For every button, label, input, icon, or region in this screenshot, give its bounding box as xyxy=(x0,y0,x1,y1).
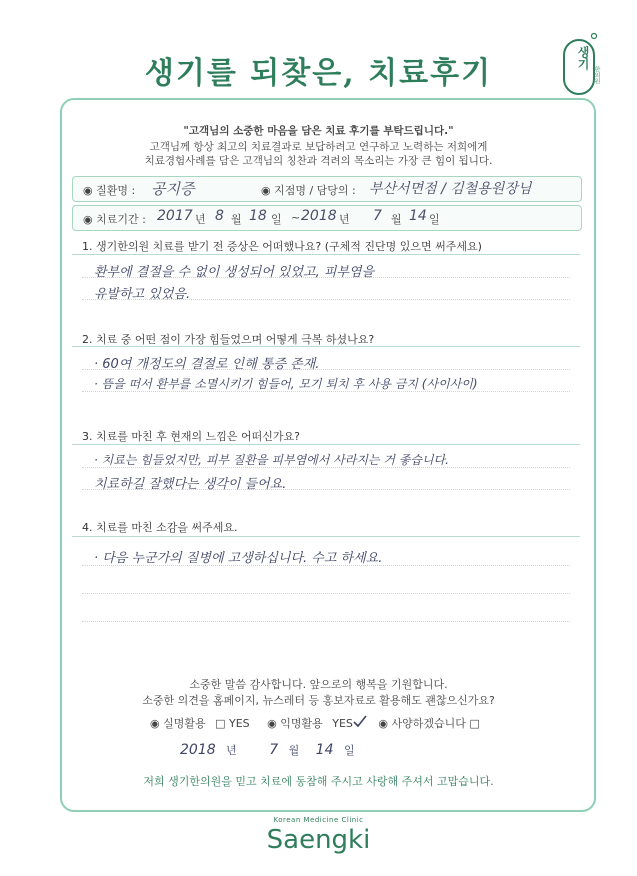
question-4: 4. 치료를 마친 소감을 써주세요. xyxy=(82,521,238,534)
answer-box-2 xyxy=(72,346,580,409)
answer-box-3 xyxy=(72,444,580,507)
footer-note: 저희 생기한의원을 믿고 치료에 동참해 주시고 사랑해 주셔서 고맙습니다. xyxy=(143,775,494,788)
period-end-day: 14 xyxy=(409,208,427,224)
real-name-yes-checkbox[interactable]: □ YES xyxy=(215,717,250,730)
period-label: ◉ 치료기간 : xyxy=(83,213,146,226)
saengki-side-logo xyxy=(560,32,606,98)
intro-line-3: 치료경험사례를 담은 고객님의 칭찬과 격려의 목소리는 가장 큰 힘이 됩니다. xyxy=(144,155,493,167)
disease-value: 공지증 xyxy=(151,180,195,198)
closing-line-1: 소중한 말씀 감사합니다. 앞으로의 행복을 기원합니다. xyxy=(189,678,448,691)
sign-year: 2018 xyxy=(180,742,216,758)
branch-label: ◉ 지점명 / 담당의 : xyxy=(261,184,356,197)
anonymous-yes-text: YES xyxy=(332,717,353,730)
sign-day: 14 xyxy=(315,742,334,758)
question-1: 1. 생기한의원 치료를 받기 전 증상은 어떠했나요? (구체적 진단명 있으면 써주세요) xyxy=(82,240,482,253)
brand-tagline: Korean Medicine Clinic xyxy=(273,816,364,824)
branch-value: 부산서면점 / 김철용원장님 xyxy=(369,181,532,197)
side-logo-main: 생기 xyxy=(576,46,590,70)
answer-box-1 xyxy=(72,254,580,317)
consent-options xyxy=(150,715,510,731)
unit-year-2: 년 xyxy=(339,213,350,226)
question-3: 3. 치료를 마친 후 현재의 느낌은 어떠신가요? xyxy=(82,430,300,443)
intro-line-1: "고객님의 소중한 마음을 담은 치료 후기를 부탁드립니다." xyxy=(183,125,454,137)
decline-option[interactable]: ◉ 사양하겠습니다 □ xyxy=(378,717,480,730)
unit-month-1: 월 xyxy=(231,213,242,226)
info-bar-patient xyxy=(72,176,582,202)
answer-box-4 xyxy=(72,536,580,657)
period-start-month: 8 xyxy=(215,208,224,224)
period-end-year: 2018 xyxy=(301,208,337,224)
signature-date xyxy=(180,742,480,758)
side-logo-sub: 한의원 xyxy=(593,66,600,84)
period-end-month: 7 xyxy=(373,208,382,224)
unit-month-2: 월 xyxy=(391,213,402,226)
period-tilde: ~ xyxy=(291,211,301,224)
answer-1-line-2: 유발하고 있었음. xyxy=(94,287,191,302)
page-title: 생기를 되찾은, 치료후기 xyxy=(144,56,493,91)
closing-line-2: 소중한 의견을 홈페이지, 뉴스레터 등 홍보자료로 활용해도 괜찮으신가요? xyxy=(142,694,495,707)
answer-3-line-2: 치료하길 잘했다는 생각이 들어요. xyxy=(94,477,287,492)
real-name-label: ◉ 실명활용 xyxy=(150,717,206,730)
sign-unit-year: 년 xyxy=(226,744,237,757)
sign-unit-day: 일 xyxy=(343,744,355,757)
anonymous-label: ◉ 익명활용 xyxy=(267,717,323,730)
unit-year-1: 년 xyxy=(195,213,206,226)
info-bar-period xyxy=(72,205,582,231)
period-start-year: 2017 xyxy=(157,208,193,224)
answer-2-line-1: · 60여 개정도의 결절로 인해 통증 존재. xyxy=(94,357,320,372)
sign-unit-month: 월 xyxy=(288,744,300,757)
answer-2-line-2: · 뜸을 떠서 환부를 소멸시키기 힘들어, 모기 퇴치 후 사용 금지 (사이사이) xyxy=(94,377,478,391)
anonymous-yes-checkbox[interactable] xyxy=(332,717,356,730)
period-start-day: 18 xyxy=(249,208,267,224)
unit-day-2: 일 xyxy=(429,213,440,226)
answer-3-line-1: · 치료는 힘들었지만, 피부 질환을 피부염에서 사라지는 거 좋습니다. xyxy=(94,453,449,467)
question-2: 2. 치료 중 어떤 점이 가장 힘들었으며 어떻게 극복 하셨나요? xyxy=(82,333,375,346)
intro-line-2: 고객님께 항상 최고의 치료결과로 보답하려고 연구하고 노력하는 저희에게 xyxy=(149,141,488,153)
answer-1-line-1: 환부에 결절을 수 없이 생성되어 있었고, 피부염을 xyxy=(94,265,375,280)
answer-4-line-1: · 다음 누군가의 질병에 고생하십니다. 수고 하세요. xyxy=(94,551,383,566)
disease-label: ◉ 질환명 : xyxy=(83,184,136,197)
check-mark-icon xyxy=(352,715,368,729)
unit-day-1: 일 xyxy=(271,213,282,226)
brand-logo-text: Saengki xyxy=(266,825,371,855)
sign-month: 7 xyxy=(269,742,279,758)
